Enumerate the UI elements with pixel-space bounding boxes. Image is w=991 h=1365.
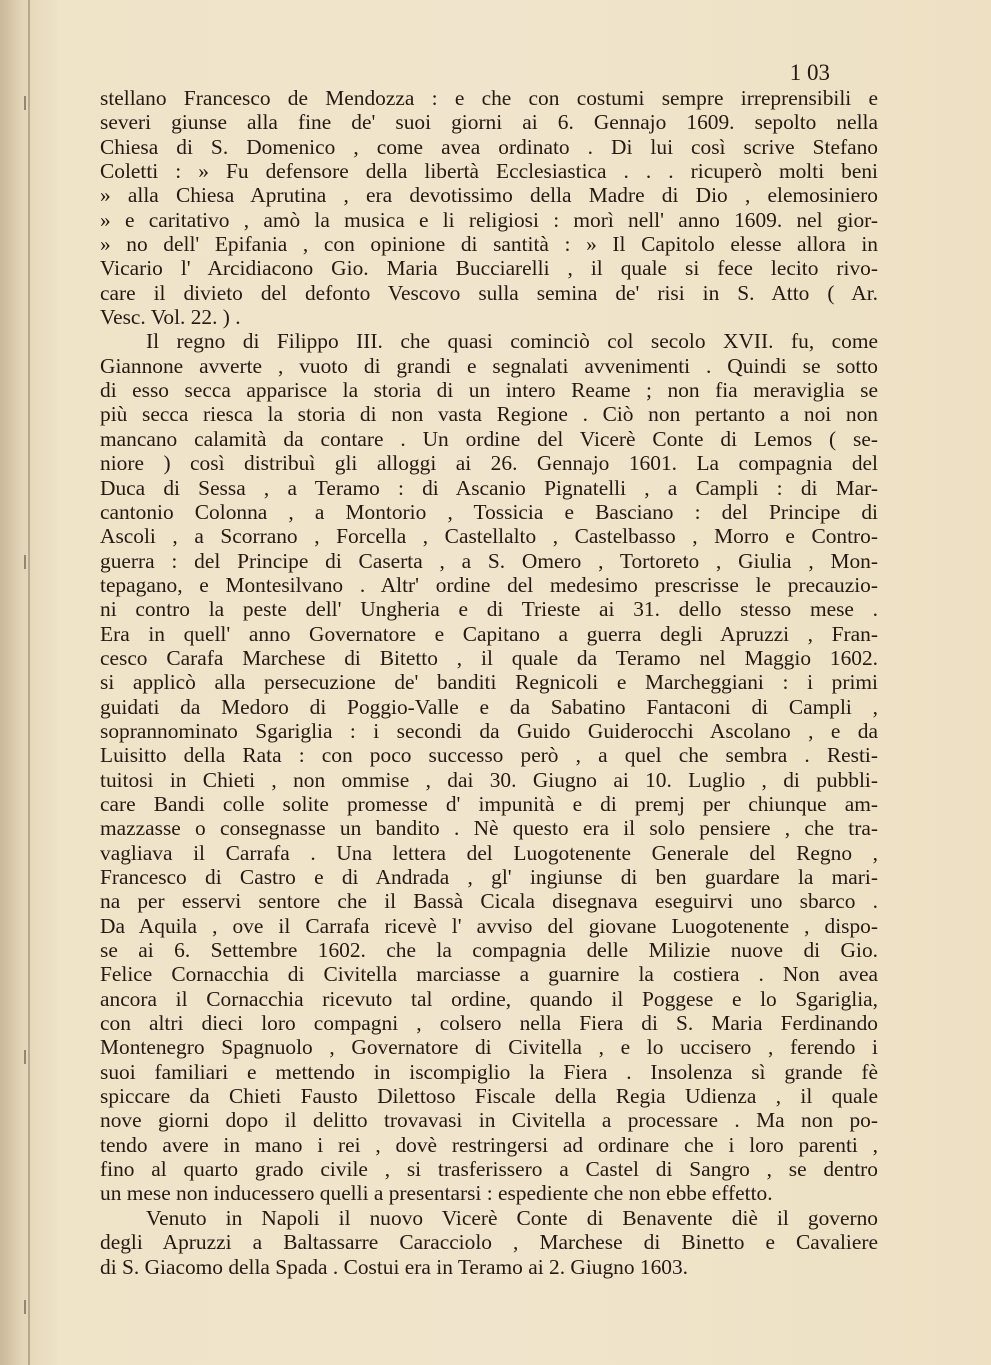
text-line: guerra : del Principe di Caserta , a S. Omero , Tortoreto , Giulia , Mon-: [100, 548, 878, 573]
text-line: stellano Francesco de Mendozza : e che con costumi sempre irreprensibili e: [100, 86, 878, 110]
text-line: Francesco di Castro e di Andrada , gl' ingiunse di ben guardare la mari-: [100, 865, 878, 889]
text-line: Duca di Sessa , a Teramo : di Ascanio Pignatelli , a Campli : di Mar-: [100, 475, 878, 500]
text-line: » alla Chiesa Aprutina , era devotissimo della Madre di Dio , elemosiniero: [100, 183, 878, 208]
text-line: nove giorni dopo il delitto trovavasi in Civitella a processare . Ma non po-: [100, 1108, 878, 1133]
text-line: spiccare da Chieti Fausto Dilettoso Fiscale della Regia Udienza , il quale: [100, 1084, 878, 1109]
text-line: Felice Cornacchia di Civitella marciasse a guarnire la costiera . Non avea: [100, 962, 878, 987]
text-line: suoi familiari e mettendo in iscompiglio la Fiera . Insolenza sì grande fè: [100, 1059, 878, 1084]
text-line: care il divieto del defonto Vescovo sulla semina de' risi in S. Atto ( Ar.: [100, 280, 878, 305]
text-line: vagliava il Carrafa . Una lettera del Luogotenente Generale del Regno ,: [100, 840, 878, 865]
text-line: » no dell' Epifania , con opinione di santità : » Il Capitolo elesse allora in: [100, 232, 878, 257]
text-line: Montenegro Spagnuolo , Governatore di Civitella , e lo uccisero , ferendo i: [100, 1035, 878, 1060]
text-line: Ascoli , a Scorrano , Forcella , Castellalto , Castelbasso , Morro e Contro-: [100, 524, 878, 549]
text-line: se ai 6. Settembre 1602. che la compagnia delle Milizie nuove di Gio.: [100, 938, 878, 963]
text-line: tepagano, e Montesilvano . Altr' ordine del medesimo prescrisse le precauzio-: [100, 572, 878, 597]
text-line: care Bandi colle solite promesse d' impunità e di premj per chiunque am-: [100, 791, 878, 816]
text-line: Era in quell' anno Governatore e Capitano a guerra degli Apruzzi , Fran-: [100, 621, 878, 646]
text-line: severi giunse alla fine de' suoi giorni ai 6. Gennajo 1609. sepolto nella: [100, 110, 878, 135]
text-line: si applicò alla persecuzione de' banditi Regnicoli e Marcheggiani : i primi: [100, 670, 878, 695]
text-line: » e caritativo , amò la musica e li religiosi : morì nell' anno 1609. nel gior-: [100, 207, 878, 232]
text-line: tendo avere in mano i rei , dovè restringersi ad ordinare che i loro parenti ,: [100, 1132, 878, 1157]
text-line: cantonio Colonna , a Montorio , Tossicia e Basciano : del Principe di: [100, 499, 878, 524]
text-line: Giannone avverte , vuoto di grandi e segnalati avvenimenti . Quindi se sotto: [100, 353, 878, 378]
text-line: Luisitto della Rata : con poco successo però , a quel che sembra . Resti-: [100, 743, 878, 768]
text-line: na per esservi sentore che il Bassà Cicala disegnava eseguirvi uno sbarco .: [100, 889, 878, 914]
gutter-mark: [24, 1050, 34, 1064]
text-line: fino al quarto grado civile , si trasferissero a Castel di Sangro , se dentro: [100, 1157, 878, 1182]
body-text: [100, 86, 878, 1279]
text-line: tuitosi in Chieti , non ommise , dai 30. Giugno ai 10. Luglio , di pubbli-: [100, 767, 878, 792]
gutter-mark: [24, 555, 34, 569]
text-line: Chiesa di S. Domenico , come avea ordinato . Di lui così scrive Stefano: [100, 134, 878, 159]
text-line: Vicario l' Arcidiacono Gio. Maria Bucciarelli , il quale si fece lecito rivo-: [100, 256, 878, 281]
text-line: Coletti : » Fu defensore della libertà Ecclesiastica . . . ricuperò molti beni: [100, 159, 878, 184]
text-line: un mese non inducessero quelli a presentarsi : espediente che non ebbe effetto.: [100, 1181, 773, 1206]
page-number: 1 03: [789, 60, 830, 85]
text-line: Venuto in Napoli il nuovo Vicerè Conte di Benavente diè il governo: [146, 1205, 878, 1230]
text-line: Da Aquila , ove il Carrafa ricevè l' avviso del giovane Luogotenente , dispo-: [100, 913, 878, 938]
text-line: di esso secca apparisce la storia di un intero Reame ; non fia meraviglia se: [100, 378, 878, 403]
binding-gutter: [28, 0, 30, 1365]
text-line: mazzasse o consegnasse un bandito . Nè questo era il solo pensiere , che tra-: [100, 816, 878, 841]
text-line: più secca riesca la storia di non vasta Regione . Ciò non pertanto a noi non: [100, 402, 878, 427]
text-line: con altri dieci loro compagni , colsero nella Fiera di S. Maria Ferdinando: [100, 1011, 878, 1036]
text-line: di S. Giacomo della Spada . Costui era in Teramo ai 2. Giugno 1603.: [100, 1254, 689, 1279]
text-line: mancano calamità da contare . Un ordine del Vicerè Conte di Lemos ( se-: [100, 426, 878, 451]
text-line: soprannominato Sgariglia : i secondi da Guido Guiderocchi Ascolano , e da: [100, 718, 878, 743]
text-line: niore ) così distribuì gli alloggi ai 26. Gennajo 1601. La compagnia del: [100, 451, 878, 476]
text-line: degli Apruzzi a Baltassarre Caracciolo , Marchese di Binetto e Cavaliere: [100, 1230, 878, 1255]
text-line: Il regno di Filippo III. che quasi cominciò col secolo XVII. fu, come: [146, 329, 878, 354]
gutter-mark: [24, 96, 34, 110]
text-line: ancora il Cornacchia ricevuto tal ordine, quando il Poggese e lo Sgariglia,: [100, 986, 878, 1011]
gutter-mark: [24, 1300, 34, 1314]
text-line: guidati da Medoro di Poggio-Valle e da Sabatino Fantaconi di Campli ,: [100, 694, 878, 719]
text-line: Vesc. Vol. 22. ) .: [100, 305, 241, 330]
text-line: cesco Carafa Marchese di Bitetto , il quale da Teramo nel Maggio 1602.: [100, 645, 878, 670]
text-line: ni contro la peste dell' Ungheria e di Trieste ai 31. dello stesso mese .: [100, 597, 878, 622]
